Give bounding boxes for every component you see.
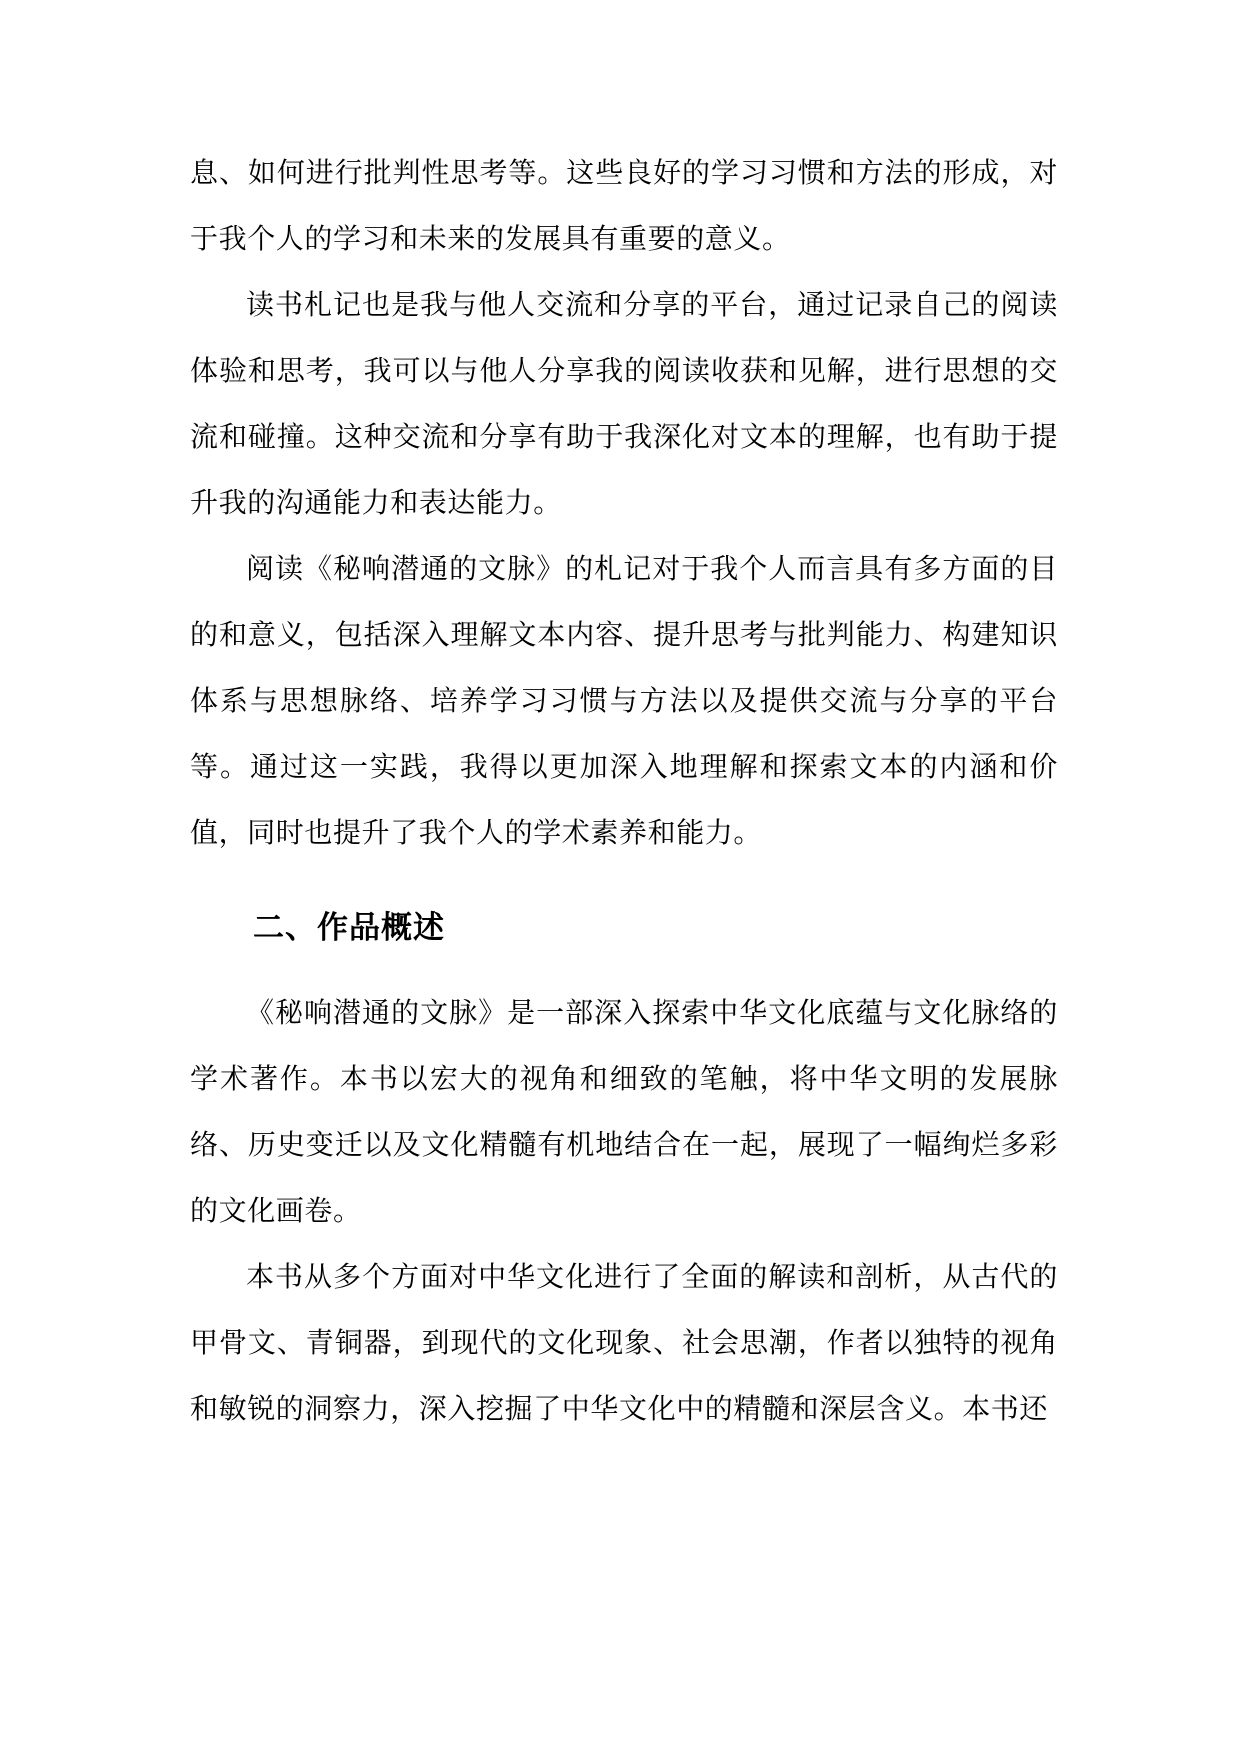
paragraph-book-content: 本书从多个方面对中华文化进行了全面的解读和剖析，从古代的甲骨文、青铜器，到现代的文化现象、社会思潮，作者以独特的视角和敏锐的洞察力，深入挖掘了中华文化中的精髓和深层含义。本书还 xyxy=(190,1260,1058,1425)
section-heading-work-overview: 二、作品概述 xyxy=(253,910,445,946)
paragraph-continuation: 息、如何进行批判性思考等。这些良好的学习习惯和方法的形成，对于我个人的学习和未来的发展具有重要的意义。 xyxy=(190,156,1058,255)
document-body xyxy=(190,140,1058,1442)
paragraph-reading-notes-sharing: 读书札记也是我与他人交流和分享的平台，通过记录自己的阅读体验和思考，我可以与他人分享我的阅读收获和见解，进行思想的交流和碰撞。这种交流和分享有助于我深化对文本的理解，也有助于提升我的沟通能力和表达能力。 xyxy=(190,288,1058,519)
paragraph-reading-notes-purpose: 阅读《秘响潜通的文脉》的札记对于我个人而言具有多方面的目的和意义，包括深入理解文本内容、提升思考与批判能力、构建知识体系与思想脉络、培养学习习惯与方法以及提供交流与分享的平台等。通过这一实践，我得以更加深入地理解和探索文本的内涵和价值，同时也提升了我个人的学术素养和能力。 xyxy=(190,552,1058,849)
paragraph-book-introduction: 《秘响潜通的文脉》是一部深入探索中华文化底蕴与文化脉络的学术著作。本书以宏大的视角和细致的笔触，将中华文明的发展脉络、历史变迁以及文化精髓有机地结合在一起，展现了一幅绚烂多彩的文化画卷。 xyxy=(190,996,1058,1227)
